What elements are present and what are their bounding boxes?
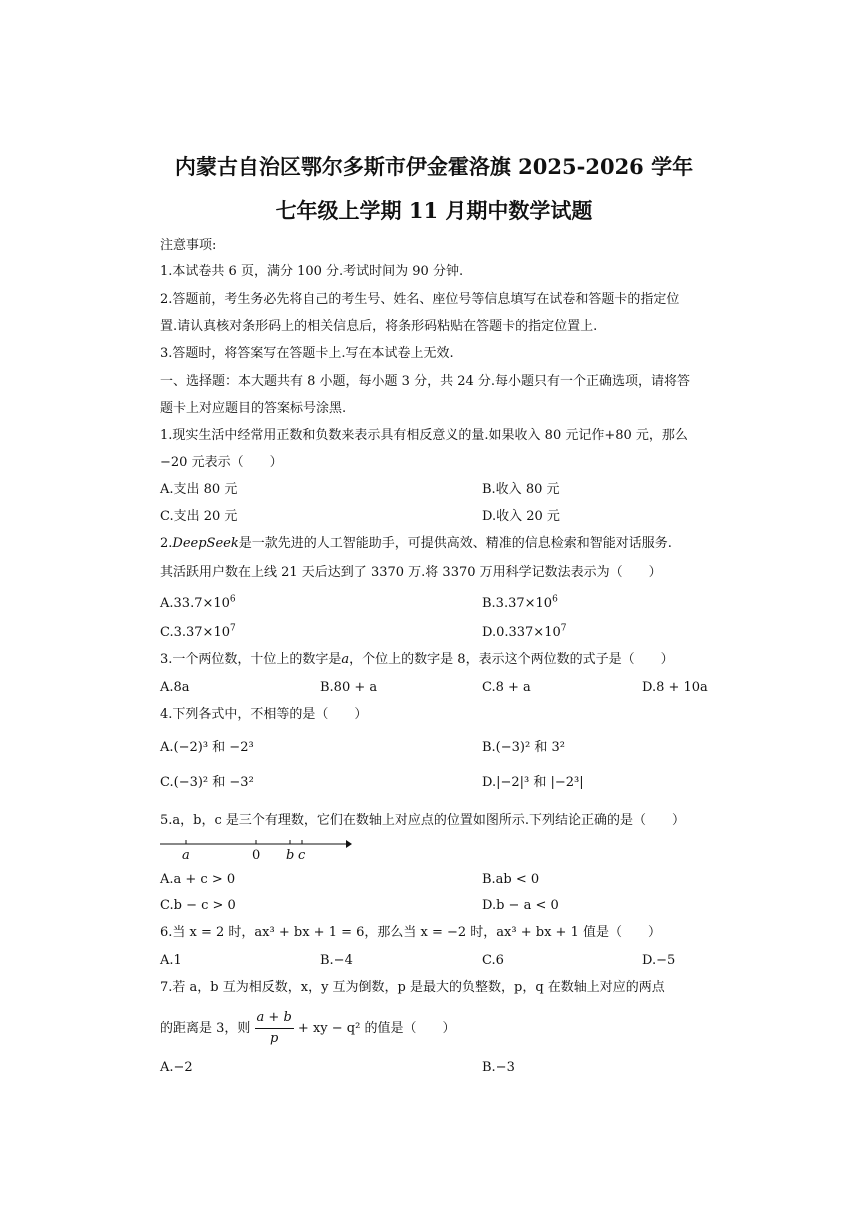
q4-stem: 4.下列各式中，不相等的是（ ） — [160, 707, 368, 722]
section1-heading: 一、选择题：本大题共有 8 小题，每小题 3 分，共 24 分.每小题只有一个正确选项，请将答 — [160, 374, 691, 389]
q7-stem-pre: 的距离是 3，则 — [160, 1021, 251, 1036]
q1-option-a: A.支出 80 元 — [160, 482, 238, 497]
q7-stem-post: + xy − q² 的值是（ ） — [297, 1021, 456, 1036]
notice-3: 3.答题时，将答案写在答题卡上.写在本试卷上无效. — [160, 346, 454, 361]
q6-option-a: A.1 — [160, 953, 182, 968]
q2-stem — [160, 536, 672, 552]
notice-header: 注意事项: — [160, 238, 217, 253]
q5-stem: 5.a，b，c 是三个有理数，它们在数轴上对应点的位置如图所示.下列结论正确的是（ ） — [160, 813, 686, 828]
q1-stem: 1.现实生活中经常用正数和负数来表示具有相反意义的量.如果收入 80 元记作+80 元，那么 — [160, 428, 688, 443]
q7-stem-cont — [160, 1008, 455, 1049]
q1-option-c: C.支出 20 元 — [160, 509, 238, 524]
q3-option-d: D.8 + 10a — [642, 680, 708, 695]
q6-option-b: B.−4 — [320, 953, 353, 968]
q1-option-d: D.收入 20 元 — [482, 509, 560, 524]
q7-fraction — [255, 1008, 294, 1049]
section1-heading-cont: 题卡上对应题目的答案标号涂黑. — [160, 401, 347, 416]
q2-option-b-exp: 6 — [552, 594, 558, 605]
q5-number-line — [0, 832, 868, 872]
q2-option-a-base: A.33.7×10 — [160, 596, 230, 611]
q2-number: 2. — [160, 536, 173, 551]
q2-option-d-exp: 7 — [560, 623, 567, 634]
q2-option-a-exp: 6 — [229, 594, 236, 605]
q3-stem-a: 3.一个两位数，十位上的数字是 — [160, 652, 342, 667]
q7-fraction-denominator: p — [270, 1031, 279, 1046]
q2-option-d-base: D.0.337×10 — [482, 625, 561, 640]
q5-option-b: B.ab < 0 — [482, 872, 540, 887]
q4-option-d: D.|−2|³ 和 |−2³| — [482, 775, 584, 790]
q3-stem — [160, 652, 674, 668]
q2-product-name: DeepSeek — [172, 536, 239, 551]
q6-option-d: D.−5 — [642, 953, 676, 968]
q3-option-b: B.80 + a — [320, 680, 378, 695]
q4-option-a: A.(−2)³ 和 −2³ — [160, 740, 254, 755]
q2-option-a — [160, 596, 236, 612]
number-line-label-a: a — [182, 848, 190, 863]
notice-2-cont: 置.请认真核对条形码上的相关信息后，将条形码粘贴在答题卡的指定位置上. — [160, 319, 598, 334]
q4-option-b: B.(−3)² 和 3² — [482, 740, 565, 755]
q3-option-a: A.8a — [160, 680, 190, 695]
q2-option-d — [482, 625, 566, 641]
q2-stem-text: 是一款先进的人工智能助手，可提供高效、精准的信息检索和智能对话服务. — [238, 536, 672, 551]
q3-option-c: C.8 + a — [482, 680, 531, 695]
q2-option-c-exp: 7 — [230, 623, 236, 634]
q6-stem: 6.当 x = 2 时，ax³ + bx + 1 = 6，那么当 x = −2 时，ax³ + bx + 1 值是（ ） — [160, 925, 661, 940]
q6-option-c: C.6 — [482, 953, 504, 968]
q2-stem-cont: 其活跃用户数在上线 21 天后达到了 3370 万.将 3370 万用科学记数法表示为（ ） — [160, 565, 662, 580]
number-line-label-b: b — [286, 848, 295, 863]
q5-option-d: D.b − a < 0 — [482, 898, 559, 913]
q1-option-b: B.收入 80 元 — [482, 482, 560, 497]
page-subtitle: 七年级上学期 11 月期中数学试题 — [275, 198, 593, 223]
q2-option-b-base: B.3.37×10 — [482, 596, 553, 611]
q3-var-a: a — [341, 652, 350, 667]
q2-option-c — [160, 625, 236, 641]
q4-option-c: C.(−3)² 和 −3² — [160, 775, 254, 790]
q7-option-b: B.−3 — [482, 1060, 515, 1075]
number-line-label-0: 0 — [252, 848, 261, 863]
q7-option-a: A.−2 — [160, 1060, 193, 1075]
q7-stem: 7.若 a，b 互为相反数，x，y 互为倒数，p 是最大的负整数，p，q 在数轴上对应的两点 — [160, 980, 665, 995]
number-line-label-c: c — [298, 848, 306, 863]
q5-option-a: A.a + c > 0 — [160, 872, 236, 887]
q2-option-c-base: C.3.37×10 — [160, 625, 230, 640]
notice-1: 1.本试卷共 6 页，满分 100 分.考试时间为 90 分钟. — [160, 264, 464, 279]
q2-option-b — [482, 596, 558, 612]
q3-stem-b: ，个位上的数字是 8，表示这个两位数的式子是（ ） — [349, 652, 674, 667]
q5-option-c: C.b − c > 0 — [160, 898, 236, 913]
notice-2: 2.答题前，考生务必先将自己的考生号、姓名、座位号等信息填写在试卷和答题卡的指定位 — [160, 292, 680, 307]
page-title: 内蒙古自治区鄂尔多斯市伊金霍洛旗 2025-2026 学年 — [174, 154, 694, 179]
q1-stem-cont: −20 元表示（ ） — [160, 455, 283, 470]
number-line-arrow — [346, 840, 352, 848]
q7-fraction-numerator: a + b — [255, 1008, 294, 1029]
